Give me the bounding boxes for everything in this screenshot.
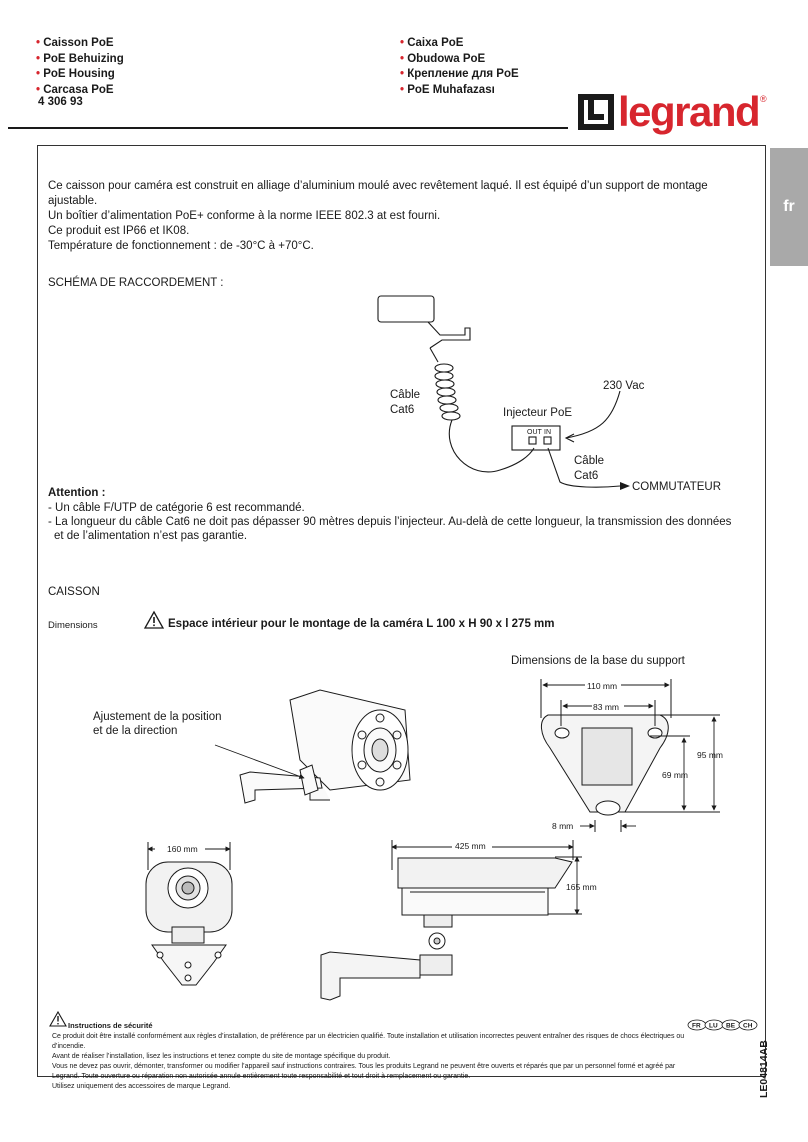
- dim-160: 160 mm: [167, 844, 198, 854]
- safety-line: Avant de réaliser l’installation, lisez les instructions et tenez compte du site de montage spécifique du produit.: [52, 1053, 391, 1060]
- dim-69: 69 mm: [662, 770, 688, 780]
- camera-perspective-drawing: [240, 690, 410, 803]
- country-badges: [688, 1020, 757, 1030]
- base-dimensions-title: Dimensions de la base du support: [511, 655, 685, 667]
- country-ch: CH: [743, 1022, 753, 1030]
- title-line: • Крепление для PoE: [400, 68, 519, 80]
- title-line: • PoE Muhafazası: [400, 83, 495, 96]
- wiring-title: SCHÉMA DE RACCORDEMENT :: [48, 277, 224, 289]
- brand-wordmark: legrand: [618, 88, 760, 135]
- title-line: • Caixa PoE: [400, 37, 464, 49]
- cable-label: Câble: [574, 455, 605, 467]
- title-line: • Caisson PoE: [36, 37, 114, 49]
- dim-110: 110 mm: [587, 681, 618, 691]
- dim-425: 425 mm: [455, 841, 486, 851]
- adjust-label: Ajustement de la position: [93, 711, 222, 723]
- title-line: • PoE Behuizing: [36, 52, 124, 65]
- country-fr: FR: [692, 1022, 701, 1030]
- intro-line: Un boîtier d’alimentation PoE+ conforme à la norme IEEE 802.3 at est fourni.: [48, 210, 441, 222]
- safety-line: Vous ne devez pas ouvrir, démonter, transformer ou modifier l’appareil sauf instructions contraires. Tous les produits Legrand ne peuvent être ouverts et réparés que par un personnel formé et agréé par: [52, 1063, 676, 1070]
- intro-line: Température de fonctionnement : de -30°C à +70°C.: [48, 240, 314, 252]
- attention-title: Attention :: [48, 487, 106, 499]
- cable-label: Cat6: [574, 470, 599, 482]
- registered-mark: ®: [760, 94, 767, 104]
- support-base-drawing: [541, 679, 720, 832]
- intro-line: Ce caisson pour caméra est construit en alliage d’aluminium moulé avec revêtement laqué. Il est équipé d’un support de montage: [48, 180, 708, 192]
- title-line: • Carcasa PoE: [36, 83, 114, 96]
- document-number: LE04814AB: [758, 1040, 770, 1098]
- dim-165: 165 mm: [566, 882, 597, 892]
- adjust-label: et de la direction: [93, 725, 178, 737]
- safety-warning-icon: [50, 1012, 66, 1026]
- dimensions-label: Dimensions: [48, 620, 98, 631]
- switch-label: COMMUTATEUR: [632, 481, 722, 493]
- port-in-label: IN: [544, 429, 551, 436]
- title-line: • PoE Housing: [36, 68, 115, 80]
- country-lu: LU: [709, 1022, 718, 1030]
- safety-line: Utilisez uniquement des accessoires de marque Legrand.: [52, 1083, 231, 1090]
- safety-title: Instructions de sécurité: [68, 1021, 153, 1030]
- dim-95: 95 mm: [697, 750, 723, 760]
- injector-label: Injecteur PoE: [503, 407, 573, 419]
- cable-label: Câble: [390, 389, 421, 401]
- dim-8: 8 mm: [552, 821, 574, 831]
- safety-line: Legrand. Toute ouverture ou réparation non autorisée annule entièrement toute responsabilité et tout droit à remplacement ou garantie.: [52, 1073, 471, 1080]
- safety-line: d’incendie.: [52, 1043, 86, 1050]
- port-out-label: OUT: [527, 429, 542, 436]
- intro-line: Ce produit est IP66 et IK08.: [48, 225, 190, 237]
- attention-line: - La longueur du câble Cat6 ne doit pas dépasser 90 mètres depuis l’injecteur. Au-delà de cette longueur, la transmission des données: [48, 516, 732, 528]
- cable-label: Cat6: [390, 404, 415, 416]
- safety-line: Ce produit doit être installé conformément aux règles d’installation, de préférence par un électricien qualifié. Toute installation et utilisation incorrectes peuvent entraîner des risques de chocs électriques ou: [52, 1033, 685, 1040]
- intro-line: ajustable.: [48, 195, 98, 207]
- attention-line: et de l’alimentation n’est pas garantie.: [54, 530, 248, 542]
- reference-number: 4 306 93: [38, 96, 83, 108]
- country-be: BE: [726, 1022, 736, 1030]
- dim-83: 83 mm: [593, 702, 619, 712]
- section-title: CAISSON: [48, 586, 100, 598]
- attention-line: - Un câble F/UTP de catégorie 6 est recommandé.: [48, 502, 305, 514]
- camera-side-view: [321, 840, 582, 1000]
- interior-space-note: Espace intérieur pour le montage de la caméra L 100 x H 90 x l 275 mm: [168, 618, 555, 630]
- power-label: 230 Vac: [603, 380, 645, 392]
- camera-front-view: [146, 842, 232, 985]
- title-line: • Obudowa PoE: [400, 52, 486, 65]
- language-tab: fr: [770, 148, 808, 266]
